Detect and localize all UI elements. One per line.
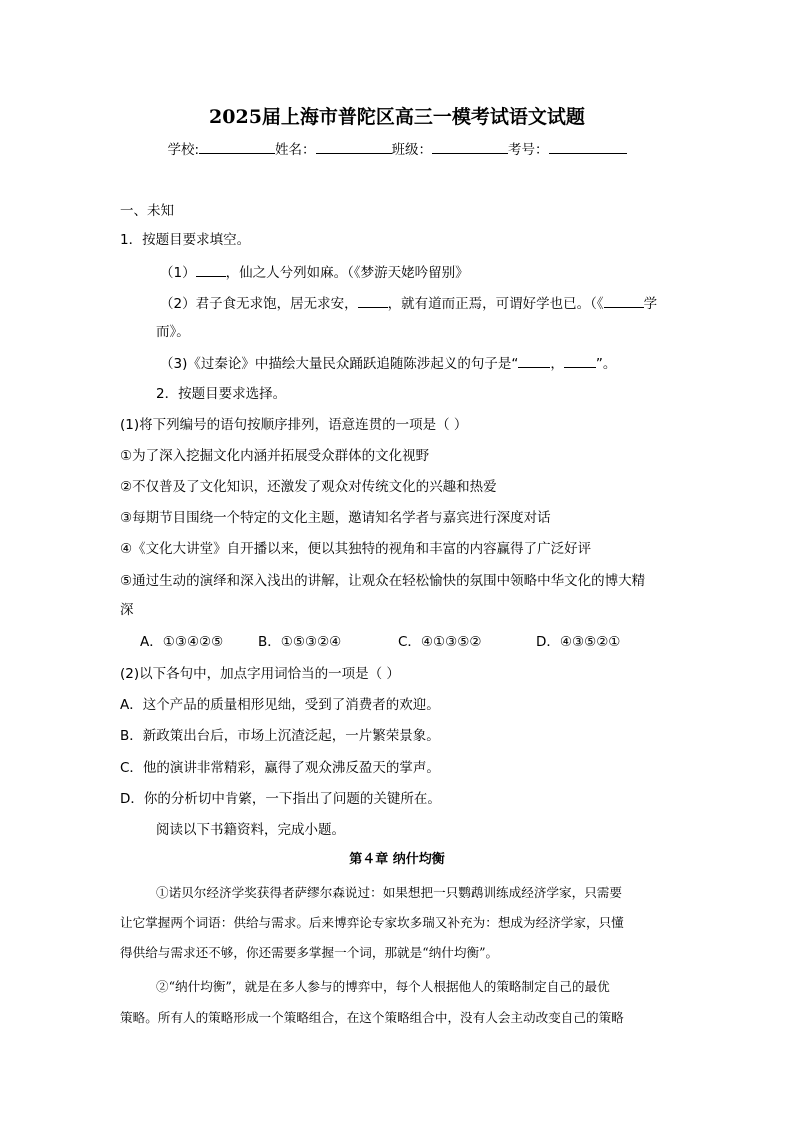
reading-intro: 阅读以下书籍资料，完成小题。: [156, 822, 345, 838]
para1-line2: 让它掌握两个词语：供给与需求。后来博弈论专家坎多瑞又补充为：想成为经济学家，只懂: [120, 915, 624, 930]
sentence-3: ③每期节目围绕一个特定的文化主题，邀请知名学者与嘉宾进行深度对话: [120, 510, 551, 526]
q2-sub1: (1)将下列编号的语句按顺序排列，语意连贯的一项是（ ）: [120, 417, 468, 433]
q1-item2-tail: 学: [643, 296, 658, 312]
option-a-2[interactable]: A．这个产品的质量相形见绌，受到了消费者的欢迎。: [120, 697, 440, 713]
name-blank[interactable]: [316, 139, 392, 154]
para1-line3: 得供给与需求还不够，你还需要多掌握一个词，那就是“纳什均衡”。: [120, 945, 499, 960]
sentence-4: ④《文化大讲堂》自开播以来，便以其独特的视角和丰富的内容赢得了广泛好评: [120, 541, 592, 557]
option-b-2[interactable]: B．新政策出台后，市场上沉渣泛起，一片繁荣景象。: [120, 728, 440, 744]
q1-item1-post: ，仙之人兮列如麻。（《梦游天姥吟留别》: [225, 265, 469, 281]
option-d-2[interactable]: D．你的分析切中肯綮，一下指出了问题的关键所在。: [120, 791, 441, 807]
school-blank[interactable]: [199, 139, 275, 154]
school-label: 学校:: [167, 142, 200, 158]
class-blank[interactable]: [432, 139, 508, 154]
q1-item3: [160, 353, 616, 374]
para2-line2: 策略。所有人的策略形成一个策略组合，在这个策略组合中，没有人会主动改变自己的策略: [120, 1010, 624, 1025]
q1-item2-wrap: 而》。: [156, 324, 190, 340]
option-a-1[interactable]: A．①③④②⑤: [140, 634, 224, 650]
class-label: 班级：: [391, 142, 433, 158]
q1-item3-pre: （3)《过秦论》中描绘大量民众踊跃追随陈涉起义的句子是“: [160, 356, 519, 372]
q2-prompt: 2．按题目要求选择。: [156, 386, 287, 402]
exam-no-label: 考号：: [508, 142, 549, 158]
q1-item1-pre: （1）: [160, 265, 196, 281]
chapter-heading: 第４章 纳什均衡: [349, 852, 445, 867]
option-b-1[interactable]: B．①⑤③②④: [258, 634, 342, 650]
q1-prompt: 1．按题目要求填空。: [120, 232, 251, 248]
section-heading: 一、未知: [120, 203, 174, 219]
q1-item1-blank[interactable]: [196, 262, 226, 277]
q1-item3-blank2[interactable]: [564, 353, 596, 368]
sentence-2: ②不仅普及了文化知识，还激发了观众对传统文化的兴趣和热爱: [120, 479, 497, 495]
q1-item2-blank2[interactable]: [604, 293, 644, 308]
sentence-5-wrap: 深: [120, 602, 134, 618]
student-info-line: [0, 139, 794, 160]
sentence-1: ①为了深入挖掘文化内涵并拓展受众群体的文化视野: [120, 448, 430, 464]
q1-item3-blank1[interactable]: [518, 353, 550, 368]
option-c-1[interactable]: C．④①③⑤②: [398, 634, 482, 650]
para1-line1: ①诺贝尔经济学奖获得者萨缪尔森说过：如果想把一只鹦鹉训练成经济学家，只需要: [156, 885, 622, 900]
q1-item3-mid: ，: [550, 356, 564, 372]
q1-item2-pre: （2）君子食无求饱，居无求安，: [160, 296, 358, 312]
sentence-5: ⑤通过生动的演绎和深入浅出的讲解，让观众在轻松愉快的氛围中领略中华文化的博大精: [120, 573, 646, 589]
option-d-1[interactable]: D．④③⑤②①: [536, 634, 621, 650]
para2-line1: ②“纳什均衡”，就是在多人参与的博弈中，每个人根据他人的策略制定自己的最优: [156, 979, 610, 994]
q1-item2: [160, 293, 657, 314]
q1-item2-post: ，就有道而正焉，可谓好学也已。（《: [387, 296, 604, 312]
q2-sub2: (2)以下各句中，加点字用词恰当的一项是（ ）: [120, 666, 400, 682]
q1-item3-post: ”。: [595, 356, 617, 372]
exam-title: 2025届上海市普陀区高三一模考试语文试题: [209, 106, 585, 128]
q1-item2-blank[interactable]: [358, 293, 388, 308]
option-c-2[interactable]: C．他的演讲非常精彩，赢得了观众沸反盈天的掌声。: [120, 760, 440, 776]
exam-no-blank[interactable]: [549, 139, 627, 154]
name-label: 姓名：: [275, 142, 316, 158]
q1-item1: [160, 262, 469, 283]
